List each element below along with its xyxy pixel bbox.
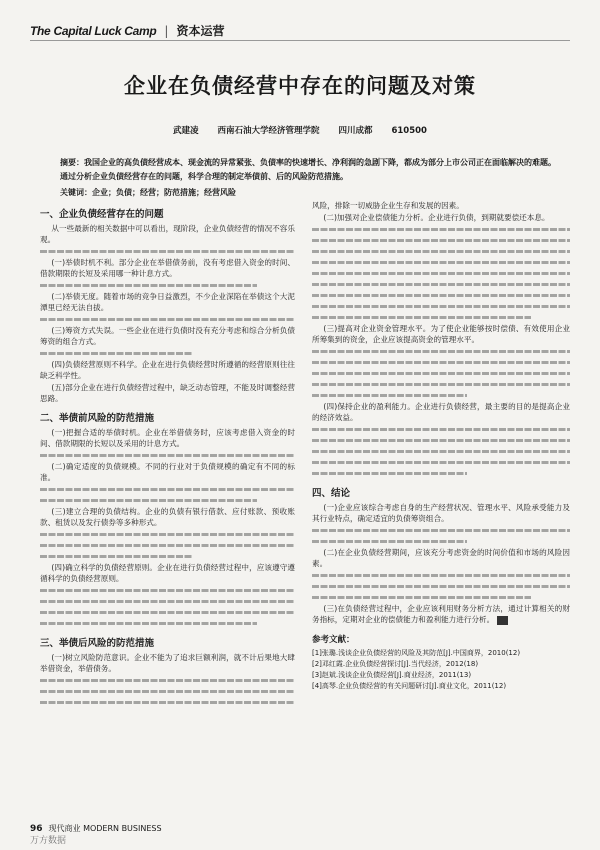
text-fill xyxy=(312,581,570,592)
text-fill xyxy=(312,357,570,368)
masthead-column: 资本运营 xyxy=(176,24,225,38)
text-fill xyxy=(312,468,570,479)
text-fill xyxy=(312,457,570,468)
abstract: 摘要：我国企业的高负债经营成本、现金流的异常紧张、负债率的快速增长、净利润的急剧下降，都成为部分上市公司正在面临解决的难题。通过分析企业负债经营存在的问题，科学合理的制定举债前、后的风险防范措施。 xyxy=(60,158,556,181)
text-fill xyxy=(312,290,570,301)
text-fill xyxy=(312,246,570,257)
reference-item: [1]张璐.浅谈企业负债经营的风险及其防范[J].中国商界，2010(12) xyxy=(312,649,521,657)
paragraph: (一)企业应该综合考虑自身的生产经营状况、管理水平、风险承受能力及其行业特点，确定适宜的负债筹资组合。 xyxy=(312,503,570,523)
references-heading: 参考文献： xyxy=(312,635,355,645)
paragraph: (四)保持企业的盈利能力。企业进行负债经营，最主要的目的是提高企业的经济效益。 xyxy=(312,402,570,422)
text-fill xyxy=(40,618,295,629)
text-fill xyxy=(312,224,570,235)
paragraph: (五)部分企业在进行负债经营过程中，缺乏动态管理，不能及时调整经营思路。 xyxy=(40,383,295,403)
masthead xyxy=(30,22,224,39)
keywords: 关键词：企业；负债；经营；防范措施；经营风险 xyxy=(60,188,236,197)
left-column xyxy=(40,200,295,708)
text-fill xyxy=(40,484,295,495)
text-fill xyxy=(312,257,570,268)
text-fill xyxy=(312,446,570,457)
text-fill xyxy=(40,314,295,325)
text-fill xyxy=(40,280,295,291)
paragraph: (二)加强对企业偿债能力分析。企业进行负债，到期就要偿还本息。 xyxy=(323,213,550,222)
text-fill xyxy=(40,675,295,686)
author-line xyxy=(0,124,600,136)
section-heading: 二、举债前风险的防范措施 xyxy=(40,413,155,424)
author-place: 四川成都 xyxy=(338,126,373,136)
text-fill xyxy=(40,607,295,618)
text-fill xyxy=(40,686,295,697)
text-fill xyxy=(40,495,295,506)
paragraph: (二)在企业负债经营期间，应该充分考虑资金的时间价值和市场的风险因素。 xyxy=(312,548,570,568)
paragraph: (四)确立科学的负债经营原则。企业在进行负债经营过程中，应该遵守遵循科学的负债经营原则。 xyxy=(40,563,295,583)
watermark: 万方数据 xyxy=(30,836,67,846)
paragraph: 风险，排除一切威胁企业生存和发展的因素。 xyxy=(312,201,464,210)
text-fill xyxy=(312,279,570,290)
end-of-article-mark xyxy=(497,616,508,625)
reference-item: [4]高琴.企业负债经营的有关问题研讨[J].商业文化，2011(12) xyxy=(312,682,507,690)
paragraph: (一)把握合适的举债时机。企业在举借债务时，应该考虑借入资金的时间、借款期限的长短以及采用的计息方式。 xyxy=(40,428,295,448)
section-heading: 四、结论 xyxy=(312,488,351,499)
paragraph: (一)举债时机不利。部分企业在举借债务前，没有考虑借入资金的时间、借款期限的长短及采用哪一种计息方式。 xyxy=(40,258,295,278)
text-fill xyxy=(40,348,295,359)
paragraph xyxy=(312,603,570,625)
header-rule xyxy=(30,40,570,41)
paragraph: (一)树立风险防范意识。企业不能为了追求巨额利润，就不计后果地大肆举借资金，举借债务。 xyxy=(40,653,295,673)
section-heading: 一、企业负债经营存在的问题 xyxy=(40,209,164,220)
right-column xyxy=(312,200,570,692)
paragraph: (四)负债经营原则不科学。企业在进行负债经营时所遵循的经营原则往往缺乏科学性。 xyxy=(40,360,295,380)
page-number: 96 xyxy=(30,823,43,834)
text-fill xyxy=(312,346,570,357)
author-name: 武建凌 xyxy=(173,126,199,136)
text-fill xyxy=(40,540,295,551)
paragraph: (三)筹资方式失误。一些企业在进行负债时没有充分考虑和综合分析负债筹资的组合方式。 xyxy=(40,326,295,346)
text-fill xyxy=(312,536,570,547)
paragraph: (二)举债无度。随着市场的竞争日益激烈，不少企业深陷在举债这个大泥潭里已经无法自拔。 xyxy=(40,292,295,312)
text-fill xyxy=(40,529,295,540)
text-fill xyxy=(40,551,295,562)
reference-item: [2]邓红霞.企业负债经营探讨[J].当代经济，2012(18) xyxy=(312,660,479,668)
text-fill xyxy=(312,268,570,279)
text-fill xyxy=(312,570,570,581)
journal-name: 现代商业 MODERN BUSINESS xyxy=(48,824,162,833)
masthead-separator: | xyxy=(164,23,169,38)
text-fill xyxy=(40,596,295,607)
text-fill xyxy=(312,592,570,603)
text-fill xyxy=(312,379,570,390)
paragraph: (三)建立合理的负债结构。企业的负债有银行借款、应付账款、预收账款、租赁以及发行债券等多种形式。 xyxy=(40,507,295,527)
text-fill xyxy=(312,424,570,435)
masthead-brand: The Capital Luck Camp xyxy=(30,23,157,38)
text-fill xyxy=(312,312,570,323)
author-zip: 610500 xyxy=(391,126,427,136)
author-affiliation: 西南石油大学经济管理学院 xyxy=(217,126,320,136)
text-fill xyxy=(40,246,295,257)
reference-item: [3]赵斌.浅谈企业负债经营[J].商业经济，2011(13) xyxy=(312,671,472,679)
text-fill xyxy=(40,697,295,708)
text-fill xyxy=(312,435,570,446)
text-fill xyxy=(312,525,570,536)
text-fill xyxy=(312,390,570,401)
text-fill xyxy=(312,235,570,246)
paragraph: 从一些最新的相关数据中可以看出，现阶段，企业负债经营的情况不容乐观。 xyxy=(40,224,295,244)
paragraph-text: (三)在负债经营过程中，企业应该利用财务分析方法，通过计算相关的财务指标，定期对企业的偿债能力和盈利能力进行分析。 xyxy=(312,604,570,624)
text-fill xyxy=(40,585,295,596)
article-title: 企业在负债经营中存在的问题及对策 xyxy=(124,73,476,98)
section-heading: 三、举债后风险的防范措施 xyxy=(40,638,155,649)
text-fill xyxy=(40,450,295,461)
text-fill xyxy=(312,368,570,379)
paragraph: (三)提高对企业资金管理水平。为了使企业能够按时偿债、有效使用企业所筹集到的资金，企业应该提高资金的管理水平。 xyxy=(312,324,570,344)
paragraph: (二)确定适度的负债规模。不同的行业对于负债规模的确定有不同的标准。 xyxy=(40,462,295,482)
text-fill xyxy=(312,301,570,312)
